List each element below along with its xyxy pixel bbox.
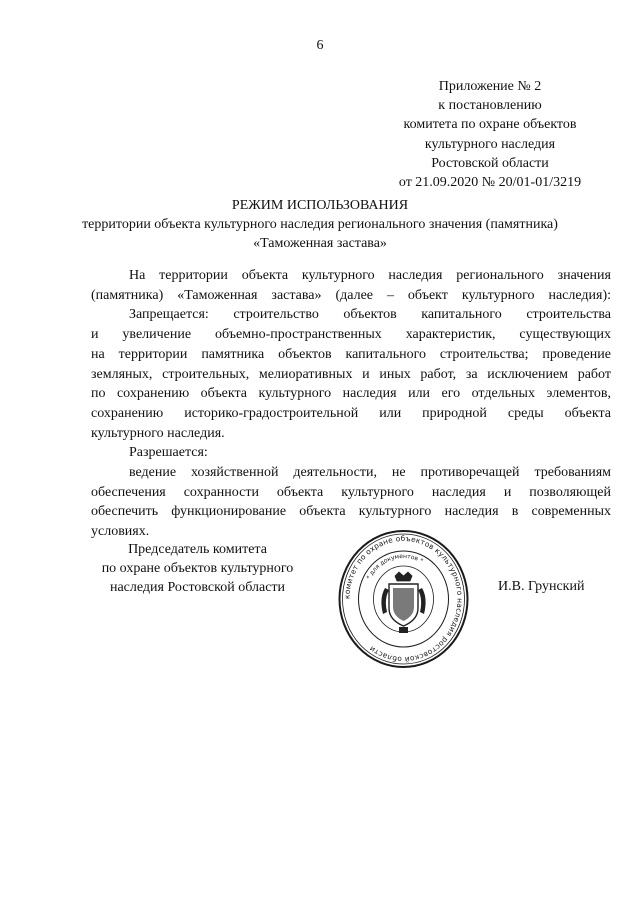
signer-position-line: Председатель комитета	[128, 542, 267, 557]
body-line: культурного наследия.	[91, 425, 225, 441]
stamp-inner-text: * для документов *	[365, 552, 425, 581]
page-number: 6	[316, 38, 324, 53]
appendix-line: от 21.09.2020 № 20/01-01/3219	[398, 175, 582, 191]
official-stamp	[337, 528, 470, 670]
coat-of-arms-emblem	[381, 572, 425, 633]
body-line: сохранению историко-градостроительной или природной среды объекта	[91, 405, 611, 421]
title-heading: РЕЖИМ ИСПОЛЬЗОВАНИЯ	[231, 198, 409, 213]
body-line: ведение хозяйственной деятельности, не противоречащей требованиям	[129, 465, 611, 481]
title-subtitle-line: «Таможенная застава»	[253, 236, 387, 251]
appendix-line: Приложение № 2	[438, 79, 542, 94]
body-line: по сохранению объекта культурного наследия или его отдельных элементов,	[91, 386, 611, 402]
signer-position-line: по охране объектов культурного	[101, 561, 294, 576]
body-line: Запрещается: строительство объектов капитального строительства	[129, 307, 611, 323]
stamp-outer-text: комитет по охране объектов культурного наследия ростовской области	[342, 533, 465, 665]
appendix-line: культурного наследия	[424, 136, 556, 152]
body-line: Разрешается:	[129, 445, 208, 461]
body-line: обеспечения сохранности объекта культурного наследия и позволяющей	[91, 484, 611, 500]
document-title	[60, 196, 580, 253]
appendix-line: комитета по охране объектов	[403, 117, 577, 133]
body-line: На территории объекта культурного наследия регионального значения	[129, 268, 611, 283]
appendix-line: к постановлению	[438, 98, 542, 114]
signer-position	[80, 540, 315, 597]
appendix-block	[360, 77, 620, 192]
body-line: условиях.	[91, 524, 150, 540]
body-line: (памятника) «Таможенная застава» (далее – объект культурного наследия):	[91, 287, 611, 303]
body-line: обеспечить функционирование объекта культурного наследия в современных	[91, 504, 611, 520]
body-line: на территории памятника объектов капитального строительства; проведение	[91, 346, 611, 362]
body-line: земляных, строительных, мелиоративных и иных работ, за исключением работ	[91, 366, 611, 382]
document-body	[91, 266, 611, 542]
appendix-line: Ростовской области	[431, 155, 549, 171]
body-line: и увеличение объемно-пространственных характеристик, существующих	[91, 327, 611, 343]
signer-name: И.В. Грунский	[498, 579, 585, 594]
title-subtitle-line: территории объекта культурного наследия регионального значения (памятника)	[82, 217, 558, 232]
signer-position-line: наследия Ростовской области	[109, 580, 286, 595]
svg-text:* для документов *	[365, 553, 424, 581]
